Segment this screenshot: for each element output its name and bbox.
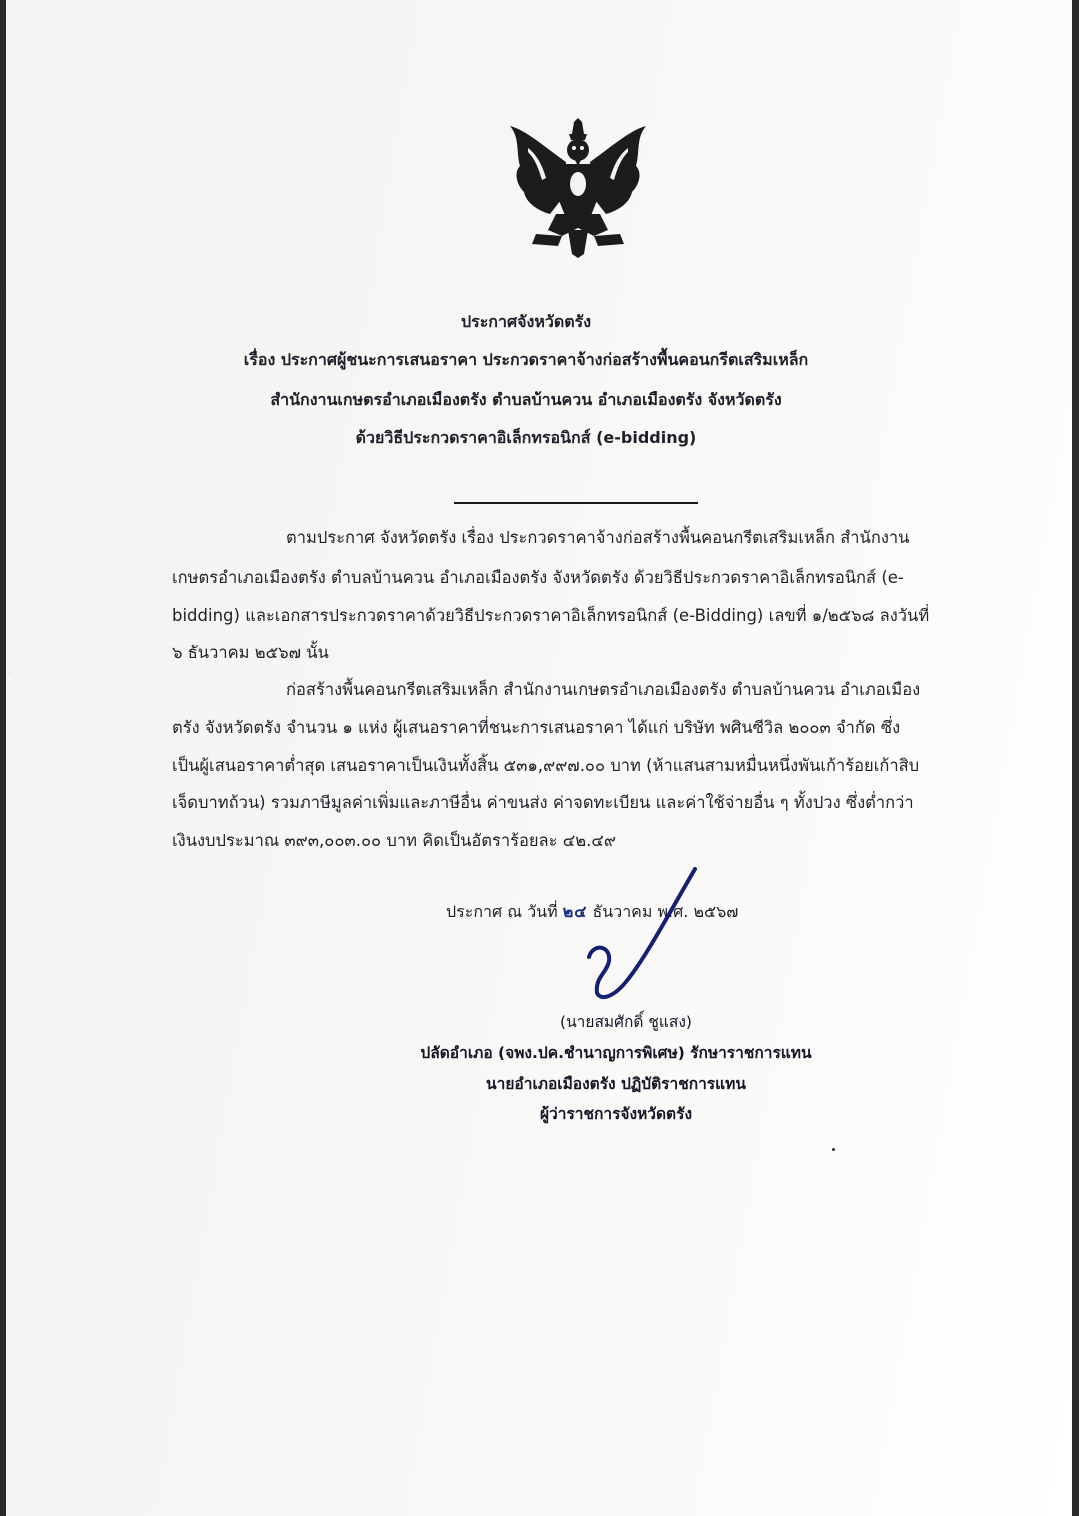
subject-line: เรื่อง ประกาศผู้ชนะการเสนอราคา ประกวดราคาจ้างก่อสร้างพื้นคอนกรีตเสริมเหล็ก bbox=[243, 350, 809, 369]
paragraph-1-line-3: bidding) และเอกสารประกวดราคาด้วยวิธีประกวดราคาอิเล็กทรอนิกส์ (e-Bidding) เลขที่ ๑/๒๕๖๘ ลงวันที่ bbox=[172, 606, 930, 625]
signatory-position-3: ผู้ว่าราชการจังหวัดตรัง bbox=[539, 1105, 693, 1123]
signatory-position-1: ปลัดอำเภอ (จพง.ปค.ชำนาญการพิเศษ) รักษาราชการแทน bbox=[420, 1044, 812, 1062]
date-prefix: ประกาศ ณ วันที่ bbox=[446, 902, 558, 921]
date-suffix: ธันวาคม พ.ศ. ๒๕๖๗ bbox=[592, 902, 739, 921]
edge-mark bbox=[6, 672, 12, 674]
paragraph-2-line-1: ก่อสร้างพื้นคอนกรีตเสริมเหล็ก สำนักงานเกษตรอำเภอเมืองตรัง ตำบลบ้านควน อำเภอเมือง bbox=[286, 680, 921, 699]
subject-office-line: สำนักงานเกษตรอำเภอเมืองตรัง ตำบลบ้านควน อำเภอเมืองตรัง จังหวัดตรัง bbox=[270, 390, 782, 409]
announcement-title: ประกาศจังหวัดตรัง bbox=[460, 312, 592, 331]
date-day-handwritten: ๒๔ bbox=[562, 902, 588, 921]
paragraph-2-line-3: เป็นผู้เสนอราคาต่ำสุด เสนอราคาเป็นเงินทั้งสิ้น ๕๓๑,๙๙๗.๐๐ บาท (ห้าแสนสามหมื่นหนึ่งพันเก้าร้อยเก้าสิบ bbox=[172, 756, 920, 775]
paragraph-2-line-4: เจ็ดบาทถ้วน) รวมภาษีมูลค่าเพิ่มและภาษีอื่น ค่าขนส่ง ค่าจดทะเบียน และค่าใช้จ่ายอื่น ๆ ทั้งปวง ซึ่งต่ำกว่า bbox=[172, 793, 914, 812]
garuda-emblem-icon bbox=[506, 118, 650, 258]
paragraph-1-line-4: ๖ ธันวาคม ๒๕๖๗ นั้น bbox=[172, 643, 329, 662]
signature-icon bbox=[571, 865, 711, 1005]
paragraph-1-line-1: ตามประกาศ จังหวัดตรัง เรื่อง ประกวดราคาจ้างก่อสร้างพื้นคอนกรีตเสริมเหล็ก สำนักงาน bbox=[286, 528, 910, 547]
paragraph-2-line-5: เงินงบประมาณ ๓๙๓,๐๐๓.๐๐ บาท คิดเป็นอัตราร้อยละ ๔๒.๔๙ bbox=[172, 831, 616, 850]
paragraph-2-line-2: ตรัง จังหวัดตรัง จำนวน ๑ แห่ง ผู้เสนอราคาที่ชนะการเสนอราคา ได้แก่ บริษัท พศินซีวิล ๒๐๐๓ จำกัด ซึ่ง bbox=[172, 718, 901, 737]
speck bbox=[832, 1148, 835, 1151]
signatory-position-2: นายอำเภอเมืองตรัง ปฏิบัติราชการแทน bbox=[486, 1075, 746, 1093]
document-page bbox=[6, 0, 1072, 1516]
subject-method-line: ด้วยวิธีประกวดราคาอิเล็กทรอนิกส์ (e-bidding) bbox=[355, 428, 697, 447]
paragraph-1-line-2: เกษตรอำเภอเมืองตรัง ตำบลบ้านควน อำเภอเมืองตรัง จังหวัดตรัง ด้วยวิธีประกวดราคาอิเล็กทรอนิกส์ (e- bbox=[172, 568, 904, 587]
heading-divider bbox=[454, 502, 698, 504]
signatory-name: (นายสมศักดิ์ ชูแสง) bbox=[560, 1013, 692, 1031]
